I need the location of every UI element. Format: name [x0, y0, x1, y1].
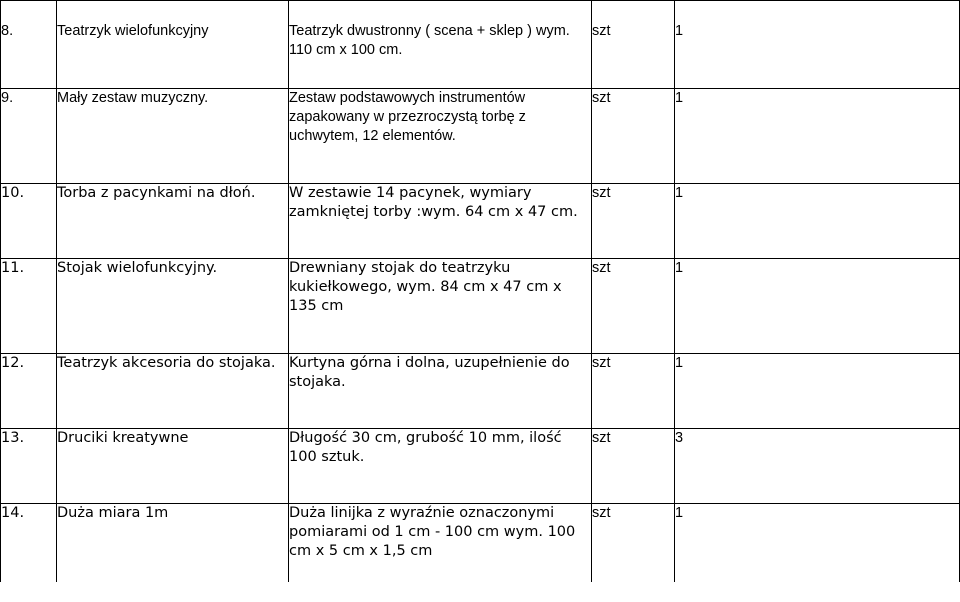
item-name: Duża miara 1m: [57, 504, 289, 583]
item-name: Stojak wielofunkcyjny.: [57, 259, 289, 354]
item-unit: szt: [592, 259, 675, 354]
item-name: Teatrzyk wielofunkcyjny: [57, 1, 289, 89]
item-number: 12.: [1, 354, 57, 429]
item-description: Drewniany stojak do teatrzyku kukiełkowego, wym. 84 cm x 47 cm x 135 cm: [289, 259, 592, 354]
item-quantity: 1: [675, 89, 960, 184]
item-description: Zestaw podstawowych instrumentów zapakowany w przezroczystą torbę z uchwytem, 12 elementów.: [289, 89, 592, 184]
item-quantity: 1: [675, 259, 960, 354]
item-quantity: 1: [675, 1, 960, 89]
item-number: 10.: [1, 184, 57, 259]
item-name: Teatrzyk akcesoria do stojaka.: [57, 354, 289, 429]
item-number: 13.: [1, 429, 57, 504]
item-unit: szt: [592, 354, 675, 429]
table-row: [1, 354, 960, 429]
item-unit: szt: [592, 504, 675, 583]
item-quantity: 1: [675, 184, 960, 259]
item-quantity: 1: [675, 504, 960, 583]
item-description: W zestawie 14 pacynek, wymiary zamkniętej torby :wym. 64 cm x 47 cm.: [289, 184, 592, 259]
table-row: [1, 89, 960, 184]
item-unit: szt: [592, 1, 675, 89]
item-number: 14.: [1, 504, 57, 583]
item-unit: szt: [592, 429, 675, 504]
table-row: [1, 504, 960, 583]
item-quantity: 1: [675, 354, 960, 429]
table-row: [1, 1, 960, 89]
table-row: [1, 429, 960, 504]
table-row: [1, 259, 960, 354]
item-unit: szt: [592, 184, 675, 259]
item-name: Torba z pacynkami na dłoń.: [57, 184, 289, 259]
item-description: Teatrzyk dwustronny ( scena + sklep ) wym. 110 cm x 100 cm.: [289, 1, 592, 89]
item-number: 9.: [1, 89, 57, 184]
item-name: Mały zestaw muzyczny.: [57, 89, 289, 184]
item-quantity: 3: [675, 429, 960, 504]
item-number: 8.: [1, 1, 57, 89]
item-number: 11.: [1, 259, 57, 354]
item-name: Druciki kreatywne: [57, 429, 289, 504]
item-description: Kurtyna górna i dolna, uzupełnienie do stojaka.: [289, 354, 592, 429]
item-description: Duża linijka z wyraźnie oznaczonymi pomiarami od 1 cm - 100 cm wym. 100 cm x 5 cm x 1,5 cm: [289, 504, 592, 583]
item-description: Długość 30 cm, grubość 10 mm, ilość 100 sztuk.: [289, 429, 592, 504]
item-unit: szt: [592, 89, 675, 184]
table-row: [1, 184, 960, 259]
